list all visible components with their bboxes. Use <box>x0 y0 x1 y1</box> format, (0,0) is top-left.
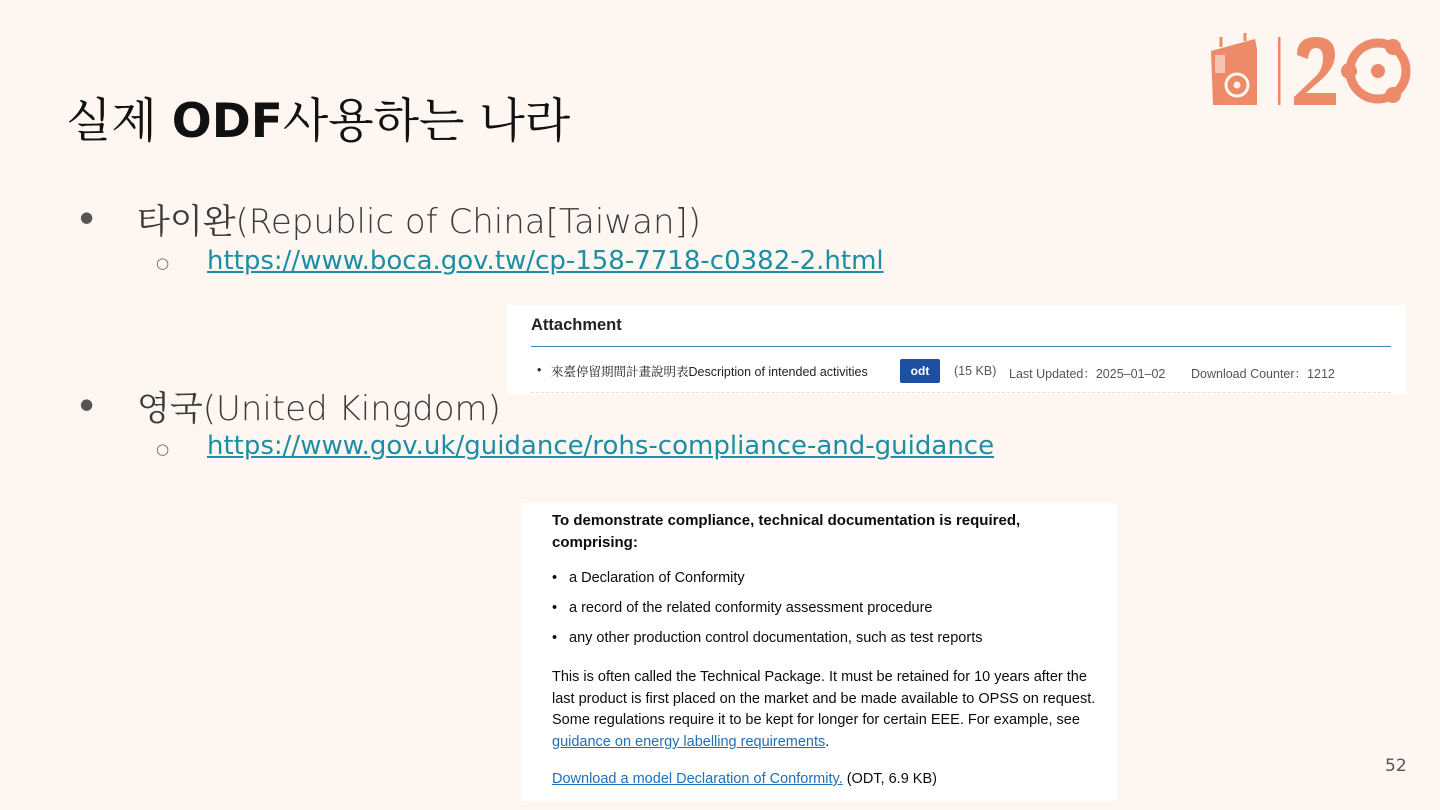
page-number: 52 <box>1385 756 1407 776</box>
bullet-uk: ● <box>80 395 94 413</box>
heading-taiwan: 타이완(Republic of China[Taiwan]) <box>137 202 702 242</box>
bullet-taiwan: ● <box>80 208 94 226</box>
link-uk[interactable]: https://www.gov.uk/guidance/rohs-compliance-and-guidance <box>207 431 995 461</box>
list-item: • a record of the related conformity assessment procedure <box>552 600 933 616</box>
download-line <box>552 771 937 787</box>
para-text: This is often called the Technical Package. It must be retained for 10 years after the last product is first placed on the market and be made available to OPSS on request. Some regulations require it to be kept for longer for certain EEE. For example, see <box>552 669 1096 728</box>
attachment-size: (15 KB) <box>954 364 997 378</box>
divider-bottom <box>531 392 1391 393</box>
list-item: • any other production control documentation, such as test reports <box>552 630 983 646</box>
divider <box>531 346 1391 347</box>
attachment-description[interactable]: 來臺停留期間計畫說明表Description of intended activities <box>551 365 868 379</box>
list-item-text: any other production control documentation, such as test reports <box>569 630 983 646</box>
title-text: 실제 <box>66 94 172 149</box>
attachment-last-updated: Last Updated：2025–01–02 <box>1009 367 1166 381</box>
odt-badge[interactable]: odt <box>900 359 940 383</box>
heading-uk: 영국(United Kingdom) <box>137 389 501 429</box>
title-bold-text: ODF <box>171 94 283 149</box>
download-declaration-link[interactable]: Download a model Declaration of Conformity. <box>552 771 843 787</box>
attachment-download-counter: Download Counter：1212 <box>1191 367 1335 381</box>
download-meta: (ODT, 6.9 KB) <box>842 771 937 787</box>
uk-paragraph <box>552 667 1107 753</box>
subbullet-uk: ○ <box>156 440 170 458</box>
subbullet-taiwan: ○ <box>156 254 170 272</box>
energy-labelling-link[interactable]: guidance on energy labelling requirements <box>552 733 826 750</box>
attachment-bullet: • <box>537 363 542 377</box>
attachment-header: Attachment <box>531 316 622 334</box>
para-end: . <box>825 733 830 750</box>
uk-lead-text: To demonstrate compliance, technical documentation is required, comprising: <box>552 512 1021 551</box>
list-item-text: a Declaration of Conformity <box>569 570 745 586</box>
anniversary-logo <box>1205 33 1415 109</box>
uk-guidance-screenshot <box>521 503 1117 801</box>
title-text-rest: 사용하는 나라 <box>282 94 571 149</box>
list-item-text: a record of the related conformity assessment procedure <box>569 600 933 616</box>
link-taiwan[interactable]: https://www.boca.gov.tw/cp-158-7718-c0382-2.html <box>207 246 884 276</box>
list-item: • a Declaration of Conformity <box>552 570 745 586</box>
slide-title <box>66 84 570 151</box>
taiwan-attachment-screenshot <box>507 305 1406 394</box>
